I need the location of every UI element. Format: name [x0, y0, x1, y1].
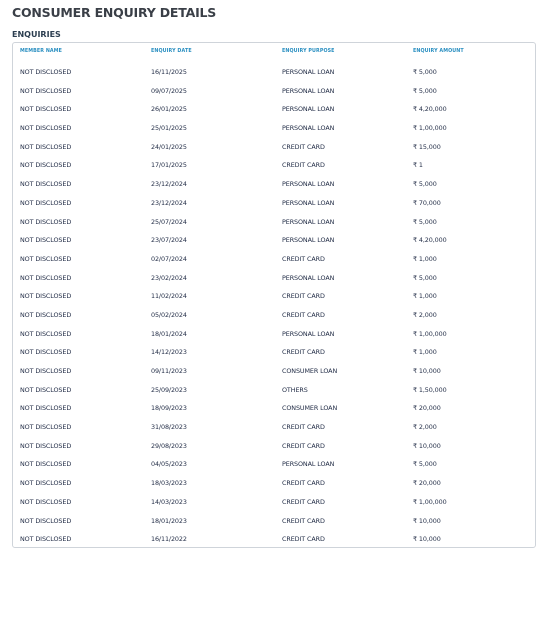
table-row	[13, 250, 535, 269]
enquiry-amount-cell: ₹ 5,000	[413, 86, 437, 95]
enquiry-purpose-cell: CREDIT CARD	[282, 292, 325, 301]
table-row	[13, 325, 535, 344]
enquiry-purpose-cell: CREDIT CARD	[282, 441, 325, 450]
enquiry-amount-cell: ₹ 1,000	[413, 292, 437, 301]
enquiry-amount-cell: ₹ 10,000	[413, 441, 441, 450]
table-row	[13, 530, 535, 549]
enquiry-amount-cell: ₹ 5,000	[413, 68, 437, 76]
member-name-cell: NOT DISCLOSED	[20, 423, 72, 432]
member-name-cell: NOT DISCLOSED	[20, 292, 72, 301]
enquiry-date-cell: 04/05/2023	[151, 460, 187, 469]
enquiry-purpose-cell: CONSUMER LOAN	[282, 404, 338, 413]
enquiry-amount-cell: ₹ 1,00,000	[413, 329, 447, 338]
enquiry-purpose-cell: OTHERS	[282, 385, 308, 394]
enquiry-purpose-cell: PERSONAL LOAN	[282, 68, 335, 76]
enquiry-date-cell: 18/01/2024	[151, 329, 187, 338]
enquiry-purpose-cell: PERSONAL LOAN	[282, 236, 335, 245]
enquiry-date-cell: 16/11/2025	[151, 68, 187, 76]
enquiry-date-cell: 25/07/2024	[151, 217, 187, 226]
enquiry-date-cell: 09/11/2023	[151, 367, 187, 375]
enquiry-amount-cell: ₹ 10,000	[413, 367, 441, 375]
header-enquiry-date: ENQUIRY DATE	[151, 49, 192, 54]
table-row	[13, 306, 535, 325]
enquiry-purpose-cell: PERSONAL LOAN	[282, 217, 335, 226]
enquiry-purpose-cell: CREDIT CARD	[282, 516, 325, 525]
member-name-cell: NOT DISCLOSED	[20, 348, 72, 357]
table-row	[13, 493, 535, 512]
enquiry-amount-cell: ₹ 5,000	[413, 460, 437, 469]
table-row	[13, 362, 535, 381]
enquiry-date-cell: 23/12/2024	[151, 198, 187, 207]
enquiry-purpose-cell: CREDIT CARD	[282, 348, 325, 357]
enquiry-amount-cell: ₹ 1,00,000	[413, 497, 447, 506]
table-row	[13, 63, 535, 82]
enquiry-purpose-cell: PERSONAL LOAN	[282, 124, 335, 133]
table-row	[13, 100, 535, 119]
enquiries-table	[12, 42, 536, 548]
enquiry-purpose-cell: CREDIT CARD	[282, 479, 325, 488]
enquiry-amount-cell: ₹ 15,000	[413, 142, 441, 151]
member-name-cell: NOT DISCLOSED	[20, 254, 72, 263]
enquiry-date-cell: 23/12/2024	[151, 180, 187, 189]
enquiry-purpose-cell: PERSONAL LOAN	[282, 180, 335, 189]
enquiry-date-cell: 14/12/2023	[151, 348, 187, 357]
member-name-cell: NOT DISCLOSED	[20, 124, 72, 133]
member-name-cell: NOT DISCLOSED	[20, 516, 72, 525]
table-row	[13, 119, 535, 138]
table-row	[13, 175, 535, 194]
member-name-cell: NOT DISCLOSED	[20, 441, 72, 450]
enquiry-date-cell: 31/08/2023	[151, 423, 187, 432]
enquiry-purpose-cell: CREDIT CARD	[282, 161, 325, 170]
enquiry-amount-cell: ₹ 10,000	[413, 535, 441, 544]
enquiry-date-cell: 17/01/2025	[151, 161, 187, 170]
member-name-cell: NOT DISCLOSED	[20, 404, 72, 413]
enquiry-amount-cell: ₹ 4,20,000	[413, 236, 447, 245]
enquiry-amount-cell: ₹ 70,000	[413, 198, 441, 207]
member-name-cell: NOT DISCLOSED	[20, 142, 72, 151]
table-row	[13, 287, 535, 306]
enquiry-amount-cell: ₹ 5,000	[413, 180, 437, 189]
header-enquiry-amount: ENQUIRY AMOUNT	[413, 49, 464, 54]
enquiry-purpose-cell: CREDIT CARD	[282, 423, 325, 432]
table-row	[13, 194, 535, 213]
enquiry-purpose-cell: PERSONAL LOAN	[282, 460, 335, 469]
enquiry-date-cell: 24/01/2025	[151, 142, 187, 151]
enquiry-date-cell: 11/02/2024	[151, 292, 187, 301]
member-name-cell: NOT DISCLOSED	[20, 217, 72, 226]
table-row	[13, 455, 535, 474]
table-row	[13, 82, 535, 101]
enquiry-purpose-cell: CONSUMER LOAN	[282, 367, 338, 375]
member-name-cell: NOT DISCLOSED	[20, 273, 72, 282]
enquiry-date-cell: 18/01/2023	[151, 516, 187, 525]
enquiry-amount-cell: ₹ 20,000	[413, 404, 441, 413]
enquiry-amount-cell: ₹ 2,000	[413, 423, 437, 432]
enquiry-amount-cell: ₹ 1,50,000	[413, 385, 447, 394]
enquiry-amount-cell: ₹ 5,000	[413, 273, 437, 282]
enquiry-date-cell: 29/08/2023	[151, 441, 187, 450]
table-row	[13, 512, 535, 531]
enquiry-date-cell: 23/07/2024	[151, 236, 187, 245]
enquiry-date-cell: 05/02/2024	[151, 310, 187, 319]
enquiry-date-cell: 18/03/2023	[151, 479, 187, 488]
enquiry-purpose-cell: CREDIT CARD	[282, 535, 325, 544]
table-row	[13, 343, 535, 362]
member-name-cell: NOT DISCLOSED	[20, 535, 72, 544]
table-row	[13, 138, 535, 157]
enquiry-date-cell: 02/07/2024	[151, 254, 187, 263]
member-name-cell: NOT DISCLOSED	[20, 236, 72, 245]
enquiry-amount-cell: ₹ 1,000	[413, 348, 437, 357]
enquiry-purpose-cell: CREDIT CARD	[282, 142, 325, 151]
enquiry-date-cell: 26/01/2025	[151, 105, 187, 114]
enquiry-date-cell: 14/03/2023	[151, 497, 187, 506]
table-row	[13, 399, 535, 418]
page-title: CONSUMER ENQUIRY DETAILS	[12, 5, 217, 20]
table-row	[13, 474, 535, 493]
enquiry-purpose-cell: PERSONAL LOAN	[282, 273, 335, 282]
enquiry-amount-cell: ₹ 1	[413, 161, 423, 170]
member-name-cell: NOT DISCLOSED	[20, 198, 72, 207]
enquiry-amount-cell: ₹ 2,000	[413, 310, 437, 319]
enquiry-amount-cell: ₹ 5,000	[413, 217, 437, 226]
member-name-cell: NOT DISCLOSED	[20, 86, 72, 95]
enquiry-purpose-cell: CREDIT CARD	[282, 254, 325, 263]
member-name-cell: NOT DISCLOSED	[20, 105, 72, 114]
enquiry-date-cell: 09/07/2025	[151, 86, 187, 95]
member-name-cell: NOT DISCLOSED	[20, 180, 72, 189]
section-title-enquiries: ENQUIRIES	[12, 30, 61, 39]
enquiry-amount-cell: ₹ 4,20,000	[413, 105, 447, 114]
enquiry-purpose-cell: PERSONAL LOAN	[282, 105, 335, 114]
enquiry-amount-cell: ₹ 20,000	[413, 479, 441, 488]
member-name-cell: NOT DISCLOSED	[20, 68, 72, 76]
enquiry-purpose-cell: PERSONAL LOAN	[282, 86, 335, 95]
enquiry-purpose-cell: CREDIT CARD	[282, 310, 325, 319]
enquiry-purpose-cell: CREDIT CARD	[282, 497, 325, 506]
member-name-cell: NOT DISCLOSED	[20, 310, 72, 319]
table-row	[13, 231, 535, 250]
header-enquiry-purpose: ENQUIRY PURPOSE	[282, 49, 335, 54]
enquiry-date-cell: 25/01/2025	[151, 124, 187, 133]
table-row	[13, 437, 535, 456]
enquiry-amount-cell: ₹ 10,000	[413, 516, 441, 525]
table-header-row	[13, 49, 535, 59]
member-name-cell: NOT DISCLOSED	[20, 479, 72, 488]
table-row	[13, 269, 535, 288]
enquiry-purpose-cell: PERSONAL LOAN	[282, 198, 335, 207]
header-member-name: MEMBER NAME	[20, 49, 62, 54]
member-name-cell: NOT DISCLOSED	[20, 161, 72, 170]
table-row	[13, 156, 535, 175]
enquiry-date-cell: 25/09/2023	[151, 385, 187, 394]
member-name-cell: NOT DISCLOSED	[20, 497, 72, 506]
member-name-cell: NOT DISCLOSED	[20, 329, 72, 338]
table-row	[13, 213, 535, 232]
enquiry-date-cell: 23/02/2024	[151, 273, 187, 282]
table-row	[13, 381, 535, 400]
enquiry-date-cell: 18/09/2023	[151, 404, 187, 413]
enquiry-amount-cell: ₹ 1,00,000	[413, 124, 447, 133]
member-name-cell: NOT DISCLOSED	[20, 367, 72, 375]
enquiry-date-cell: 16/11/2022	[151, 535, 187, 544]
enquiry-amount-cell: ₹ 1,000	[413, 254, 437, 263]
member-name-cell: NOT DISCLOSED	[20, 460, 72, 469]
member-name-cell: NOT DISCLOSED	[20, 385, 72, 394]
table-body	[13, 63, 535, 549]
table-row	[13, 418, 535, 437]
enquiry-purpose-cell: PERSONAL LOAN	[282, 329, 335, 338]
